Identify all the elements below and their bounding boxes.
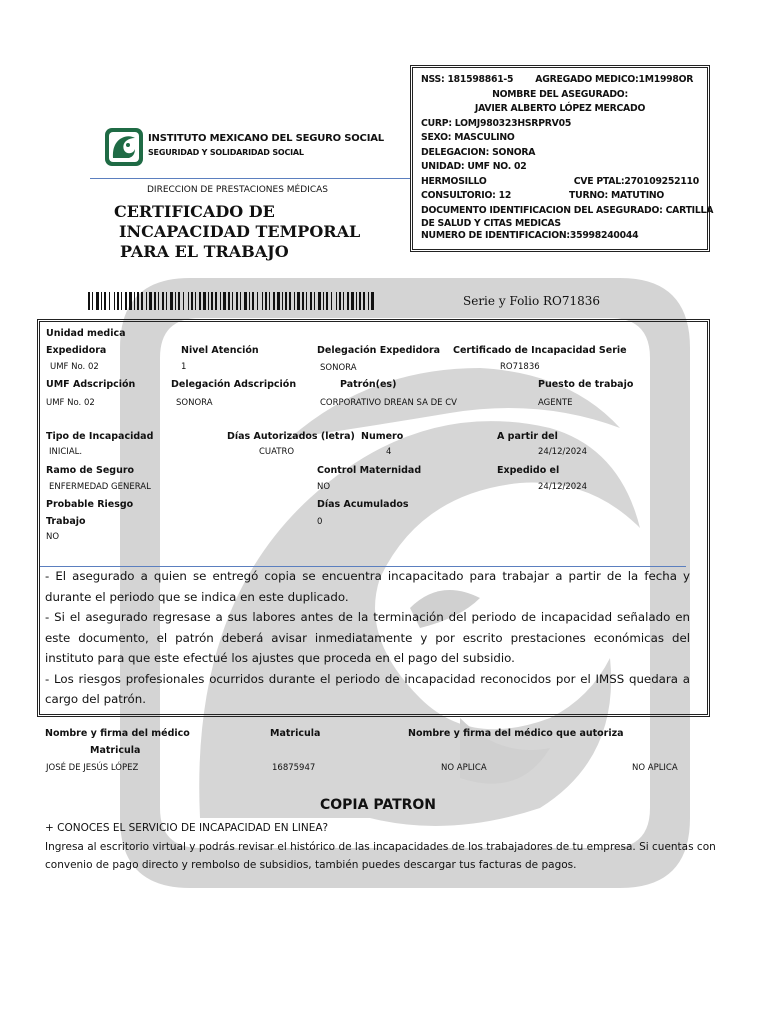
matricula-autoriza-value: NO APLICA [632,763,678,773]
probable-riesgo-label-2: Trabajo [46,516,86,527]
patient-name: JAVIER ALBERTO LÓPEZ MERCADO [474,103,646,114]
direction-label: DIRECCION DE PRESTACIONES MÉDICAS [147,185,328,195]
certificate-title [114,202,360,262]
unidad: UNIDAD: UMF NO. 02 [421,161,527,172]
institution-subtitle: SEGURIDAD Y SOLIDARIDAD SOCIAL [148,148,304,157]
header-divider [90,178,410,179]
nss: NSS: 181598861-5 [421,74,514,85]
notes-block [45,566,690,710]
a-partir-value: 24/12/2024 [538,447,587,457]
imss-logo-icon [104,127,144,167]
title-line-3: PARA EL TRABAJO [120,242,289,261]
patient-info-box [410,65,714,252]
delegacion: DELEGACION: SONORA [421,146,536,158]
patron-label: Patrón(es) [340,379,397,390]
online-service-text: Ingresa al escritorio virtual y podrás revisar el histórico de las incapacidades de los trabajadores de tu empresa. Si cuentas con convenio de pago directo y rembolso de subsidios, también puedes descargar tus facturas de pagos. [45,841,716,871]
expedido-value: 24/12/2024 [538,482,587,492]
control-maternidad-value: NO [317,482,331,492]
delegacion-expedidora-value: SONORA [320,363,357,373]
nivel-atencion-label: Nivel Atención [181,345,259,356]
probable-riesgo-value: NO [46,532,60,542]
cve-ptal: CVE PTAL:270109252110 [573,175,699,187]
ciudad: HERMOSILLO [421,175,487,187]
sexo: SEXO: MASCULINO [421,132,515,143]
unidad-medica-label: Unidad medica [46,328,126,339]
dias-acumulados-label: Días Acumulados [317,499,409,510]
dias-acumulados-value: 0 [317,517,323,527]
nivel-atencion-value: 1 [181,362,187,372]
delegacion-adscripcion-value: SONORA [176,398,213,408]
puesto-trabajo-value: AGENTE [538,398,573,408]
matricula-label-2: Matricula [90,745,141,756]
umf-adscripcion-label: UMF Adscripción [46,379,136,390]
online-service-question: + CONOCES EL SERVICIO DE INCAPACIDAD EN LINEA? [45,822,329,834]
title-line-1: CERTIFICADO DE [114,202,275,221]
note-1: - El asegurado a quien se entregó copia se encuentra incapacitado para trabajar a partir de la fecha y durante el periodo que se indica en este duplicado. [45,569,690,604]
umf-adscripcion-value: UMF No. 02 [46,398,95,408]
barcode [88,292,376,310]
ramo-seguro-value: ENFERMEDAD GENERAL [49,482,151,492]
patron-value: CORPORATIVO DREAN SA DE CV [320,398,457,408]
delegacion-adscripcion-label: Delegación Adscripción [171,379,297,390]
control-maternidad-label: Control Maternidad [317,465,422,476]
documento-identificacion: DOCUMENTO IDENTIFICACION DEL ASEGURADO: CARTILLA [421,204,714,216]
serie-folio: Serie y Folio RO71836 [463,294,601,308]
consultorio: CONSULTORIO: 12 [421,190,512,201]
certificado-serie-value: RO71836 [500,362,540,372]
expedidora-value: UMF No. 02 [50,362,99,372]
delegacion-expedidora-label: Delegación Expedidora [317,345,441,356]
a-partir-label: A partir del [497,431,558,442]
note-2: - Si el asegurado regresase a sus labores antes de la terminación del periodo de incapacidad señalado en este documento, el patrón deberá avisar inmediatamente y por escrito prestaciones económicas del instituto para que este efectué los ajustes que proceda en el pago del subsidio. [45,610,690,665]
medico-autoriza-label: Nombre y firma del médico que autoriza [408,728,624,739]
turno: TURNO: MATUTINO [569,190,665,201]
numero-value: 4 [386,447,392,457]
tipo-incapacidad-value: INICIAL. [49,447,83,457]
dias-autorizados-label: Días Autorizados (letra) [227,431,355,442]
numero-label: Numero [361,431,404,442]
probable-riesgo-label: Probable Riesgo [46,499,134,510]
matricula-label: Matricula [270,728,321,739]
institution-name: INSTITUTO MEXICANO DEL SEGURO SOCIAL [148,133,384,144]
copia-patron-heading: COPIA PATRON [320,797,437,813]
certificado-serie-label: Certificado de Incapacidad Serie [453,345,627,356]
matricula-value: 16875947 [272,763,316,773]
numero-identificacion: NUMERO DE IDENTIFICACION:35998240044 [421,230,639,241]
note-3: - Los riesgos profesionales ocurridos durante el periodo de incapacidad reconocidos por el IMSS quedara a cargo del patrón. [45,671,690,706]
title-line-2: INCAPACIDAD TEMPORAL [119,222,361,241]
ramo-seguro-label: Ramo de Seguro [46,465,135,476]
puesto-trabajo-label: Puesto de trabajo [538,379,634,390]
curp: CURP: LOMJ980323HSRPRV05 [421,117,572,129]
dias-autorizados-value: CUATRO [259,447,295,457]
expedido-label: Expedido el [497,465,560,476]
medico-autoriza-value: NO APLICA [441,763,487,773]
tipo-incapacidad-label: Tipo de Incapacidad [46,431,154,442]
patient-name-label: NOMBRE DEL ASEGURADO: [492,88,628,100]
expedidora-label: Expedidora [46,345,107,356]
agregado-medico: AGREGADO MEDICO:1M1998OR [535,74,694,85]
medico-name: JOSÉ DE JESÚS LÓPEZ [46,763,139,773]
documento-identificacion-cont: DE SALUD Y CITAS MEDICAS [421,218,561,229]
medico-label: Nombre y firma del médico [45,728,190,739]
